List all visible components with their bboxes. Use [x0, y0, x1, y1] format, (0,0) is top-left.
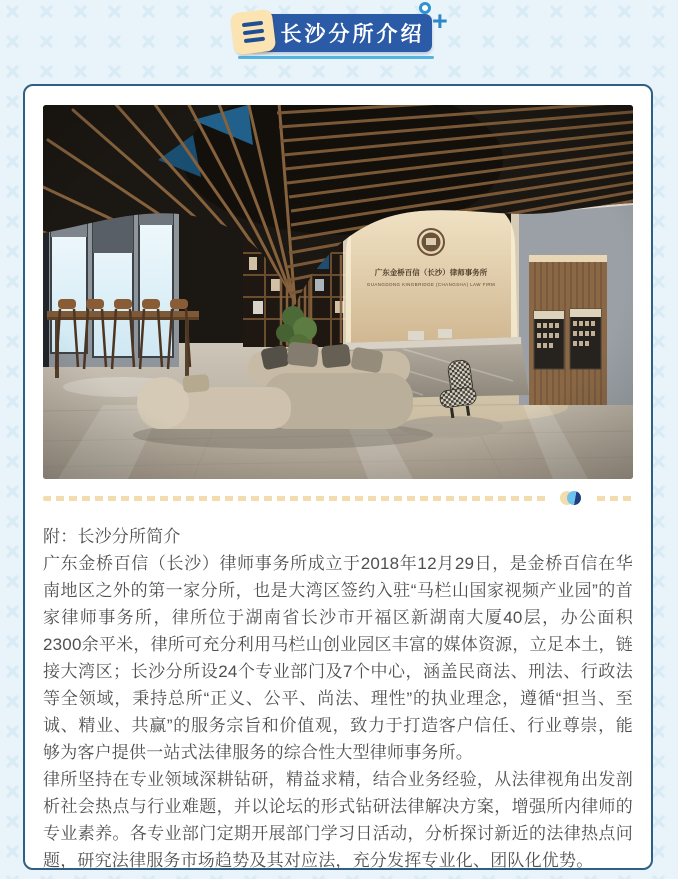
- hamburger-icon: [230, 9, 277, 56]
- attachment-title: 附：长沙分所简介: [43, 527, 181, 546]
- circle-badge-icon: [419, 2, 431, 14]
- divider-dashes-end: [597, 496, 633, 501]
- article-body: [43, 523, 633, 874]
- divider-dashes: [43, 496, 548, 501]
- section-title-badge: [249, 14, 432, 52]
- title-underline: [238, 56, 434, 59]
- article-header: [0, 0, 678, 84]
- office-photo-illustration: [43, 105, 633, 479]
- plus-icon: +: [432, 6, 448, 36]
- office-photo[interactable]: [43, 105, 633, 479]
- content-card: [23, 84, 653, 870]
- section-divider: [43, 494, 633, 502]
- section-title: 长沙分所介绍: [280, 23, 425, 46]
- article-paragraph-1: 广东金桥百信（长沙）律师事务所成立于2018年12月29日，是金桥百信在华南地区之外的第一家分所，也是大湾区签约入驻“马栏山国家视频产业园”的首家律师事务所，律所位于湖南省长沙市开福区新湖南大厦40层，办公面积2300余平米，律所可充分利用马栏山创业园区丰富的媒体资源，立足本土，链接大湾区；长沙分所设24个专业部门及7个中心，涵盖民商法、刑法、行政法等全领域，秉持总所“正义、公平、尚法、理性”的执业理念，遵循“担当、至诚、精业、共赢”的服务宗旨和价值观，致力于打造客户信任、行业尊崇，能够为客户提供一站式法律服务的综合性大型律师事务所。: [43, 554, 633, 762]
- dot-toggle-icon: [560, 491, 584, 505]
- article-paragraph-2: 律所坚持在专业领域深耕钻研，精益求精，结合业务经验，从法律视角出发剖析社会热点与行业难题，并以论坛的形式钻研法律解决方案，增强所内律师的专业素养。各专业部门定期开展部门学习日活动，分析探讨新近的法律热点问题，研究法律服务市场趋势及其对应法，充分发挥专业化、团队化优势。: [43, 770, 633, 870]
